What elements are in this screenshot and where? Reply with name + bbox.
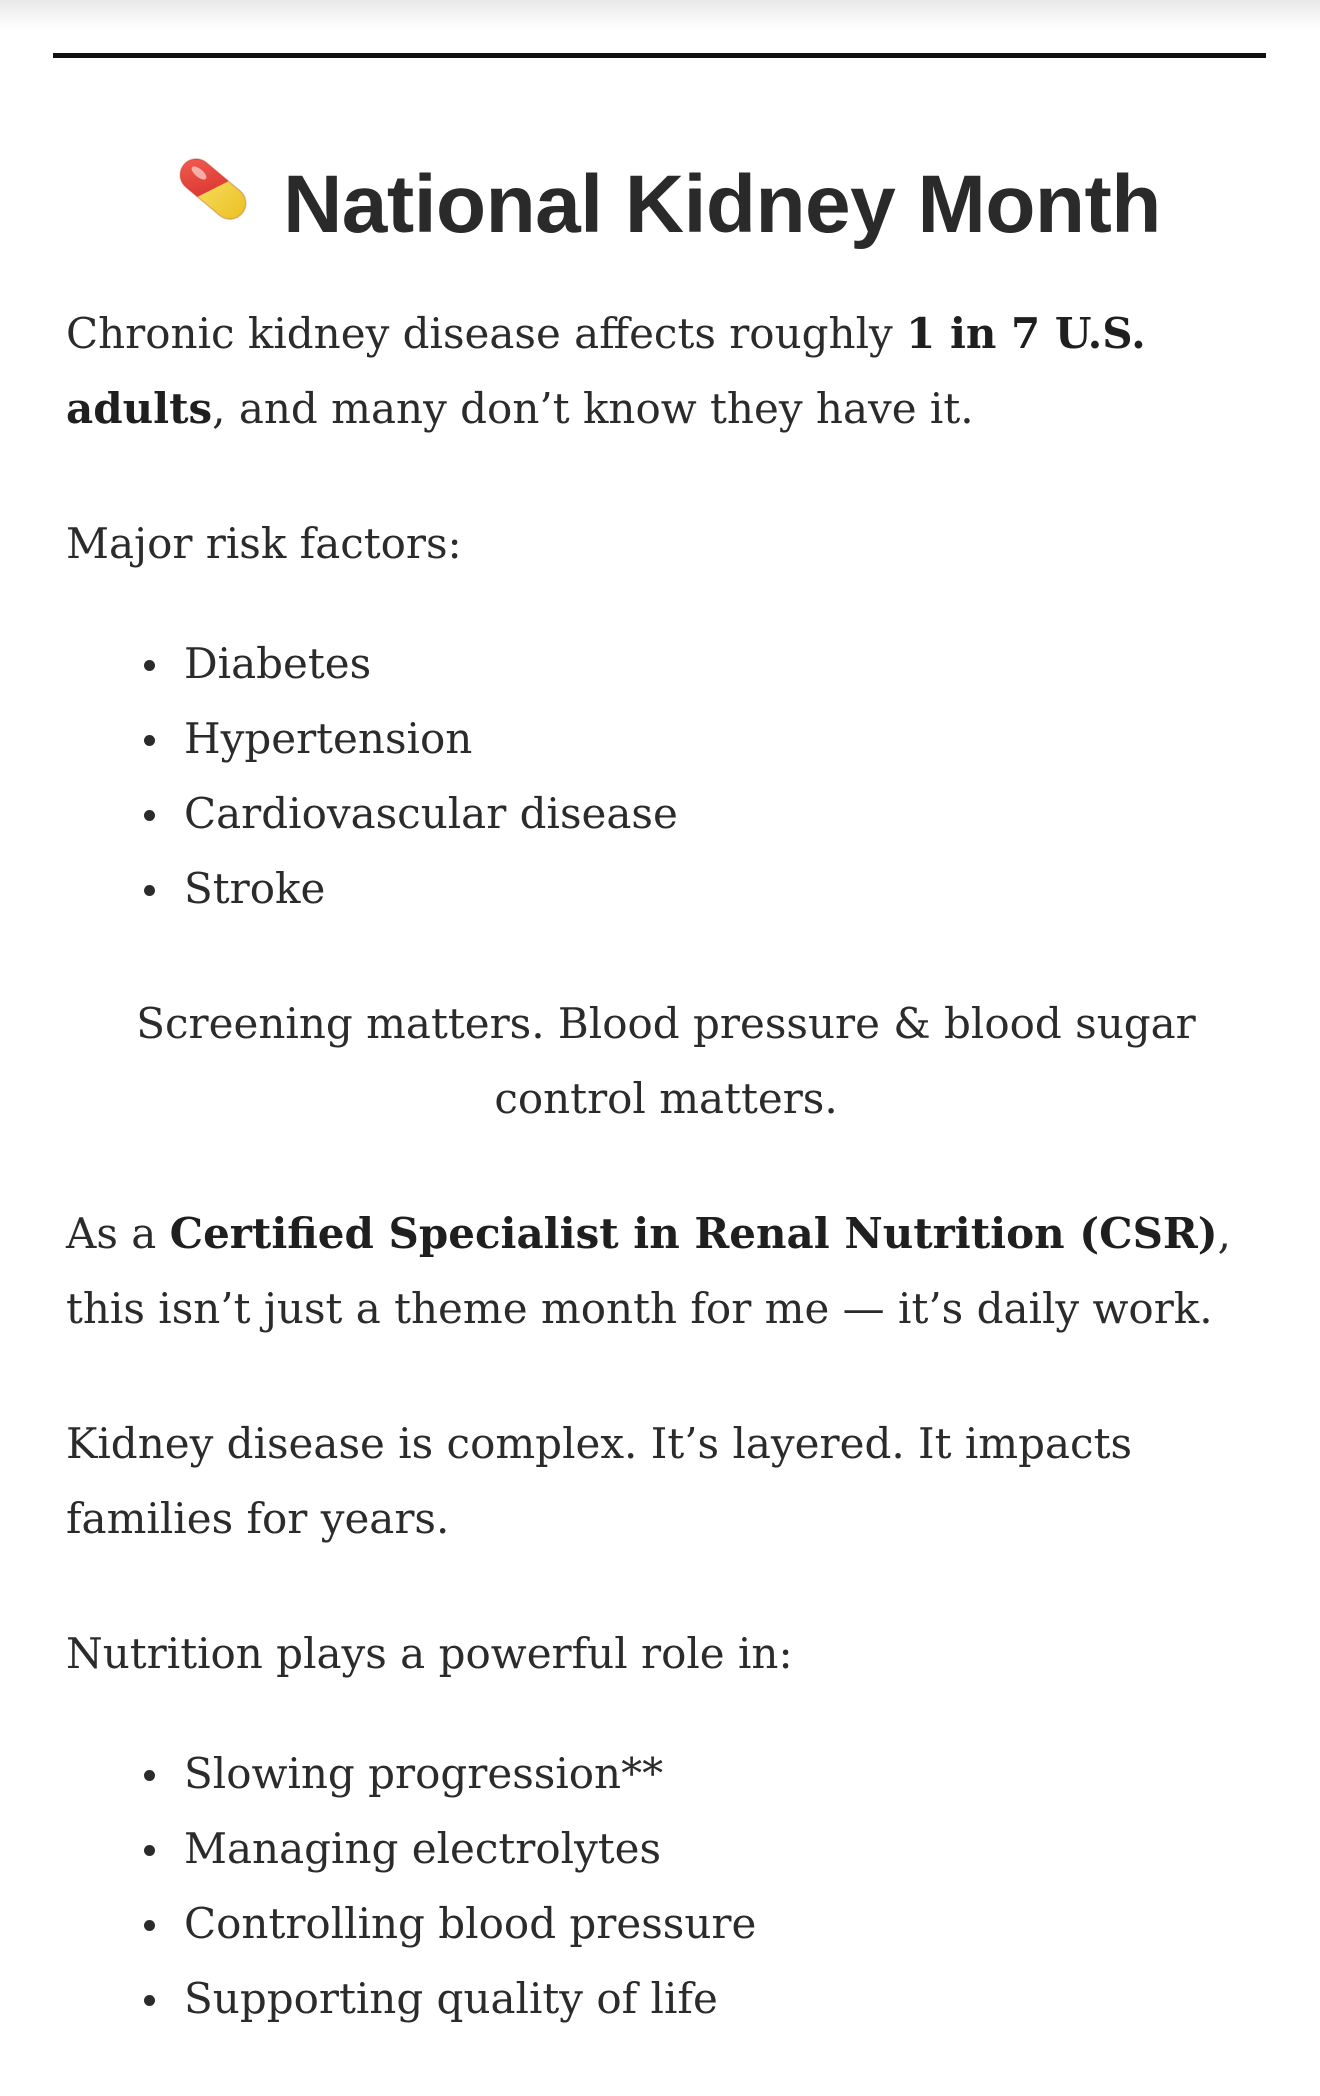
list-item: Cardiovascular disease xyxy=(184,776,1266,851)
list-item: Slowing progression** xyxy=(184,1736,1266,1811)
nutrition-heading: Nutrition plays a powerful role in: xyxy=(66,1629,793,1679)
post-title xyxy=(66,145,1266,270)
intro-paragraph: Chronic kidney disease affects roughly 1 in 7 U.S. adults, and many don’t know they have it. xyxy=(66,309,1146,434)
list-item: Hypertension xyxy=(184,701,1266,776)
risk-factors-heading: Major risk factors: xyxy=(66,519,462,569)
list-item: Stroke xyxy=(184,851,1266,926)
credential-paragraph: As a Certified Specialist in Renal Nutrition (CSR), this isn’t just a theme month for me — it’s daily work. xyxy=(66,1209,1232,1334)
list-item: Managing electrolytes xyxy=(184,1811,1266,1886)
credential-title: Certified Specialist in Renal Nutrition (CSR) xyxy=(169,1209,1218,1259)
screening-paragraph: Screening matters. Blood pressure & blood sugar control matters. xyxy=(136,999,1196,1124)
top-shadow xyxy=(0,0,1320,30)
top-divider xyxy=(53,53,1266,58)
post-title-text: National Kidney Month xyxy=(283,159,1161,250)
post-content xyxy=(66,145,1266,2096)
list-item: Supporting quality of life xyxy=(184,1961,1266,2036)
risk-factors-list xyxy=(66,626,1266,926)
nutrition-list xyxy=(66,1736,1266,2036)
list-item: Controlling blood pressure xyxy=(184,1886,1266,1961)
complexity-paragraph: Kidney disease is complex. It’s layered. It impacts families for years. xyxy=(66,1419,1132,1544)
pill-icon xyxy=(171,144,255,264)
intro-statistic: 1 in 7 U.S. adults xyxy=(66,309,1146,434)
list-item: Diabetes xyxy=(184,626,1266,701)
